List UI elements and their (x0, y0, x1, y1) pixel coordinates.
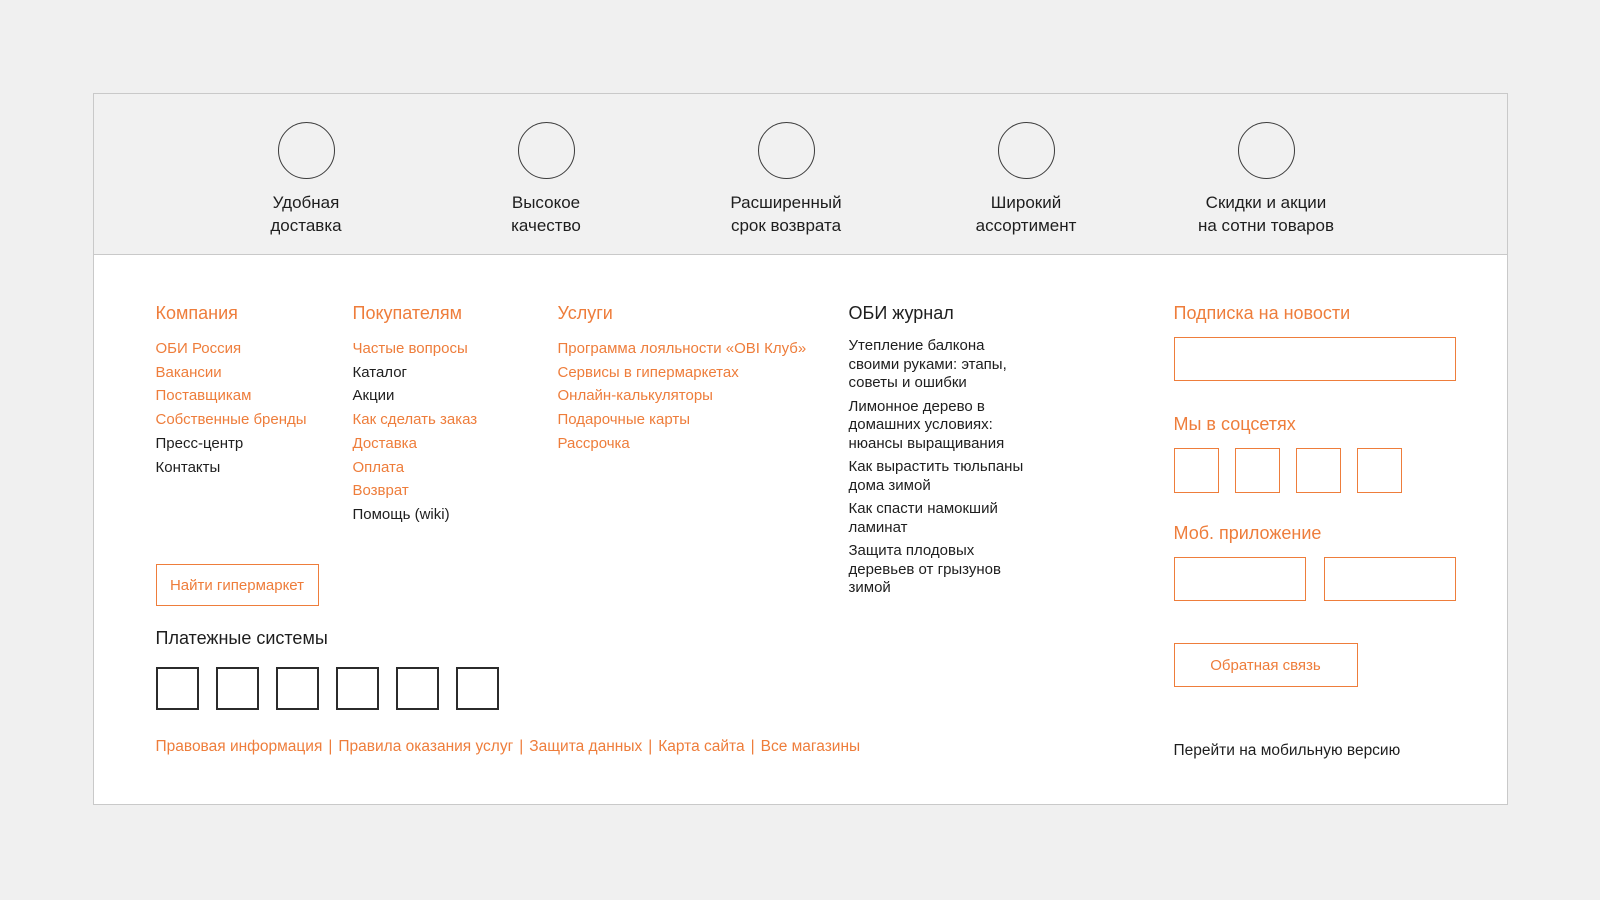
company-column-title: Компания (155, 303, 238, 323)
link-returns[interactable]: Возврат (352, 482, 409, 500)
services-links (558, 337, 807, 456)
link-contacts[interactable]: Контакты (155, 458, 221, 476)
benefit-label (426, 191, 666, 237)
legal-link-all-stores[interactable]: Все магазины (760, 738, 861, 755)
journal-article-link[interactable]: Защита плодовых деревьев от грызунов зимой (848, 542, 1001, 596)
benefit-label-line: Широкий (990, 193, 1062, 212)
legal-link-terms-of-service[interactable]: Правила оказания услуг (338, 738, 514, 755)
returns-icon (758, 122, 815, 179)
social-icon-2[interactable] (1235, 448, 1280, 493)
legal-link-data-protection[interactable]: Защита данных (529, 738, 643, 755)
subscribe-title: Подписка на новости (1173, 303, 1351, 323)
feedback-button[interactable]: Обратная связь (1174, 643, 1358, 687)
services-column-title: Услуги (557, 303, 613, 323)
link-press-center[interactable]: Пресс-центр (155, 434, 244, 452)
payment-system-logo-4 (336, 667, 379, 710)
journal-article-link[interactable]: Как спасти намокший ламинат (848, 500, 998, 536)
newsletter-email-input[interactable] (1174, 337, 1456, 381)
customers-column-title: Покупателям (352, 303, 462, 323)
link-promotions[interactable]: Акции (352, 387, 395, 405)
footer-column-customers (353, 303, 478, 527)
mobile-version-link[interactable]: Перейти на мобильную версию (1173, 742, 1401, 759)
assortment-icon (998, 122, 1055, 179)
app-badges-row (1174, 557, 1456, 601)
benefit-assortment (906, 122, 1146, 237)
social-icon-1[interactable] (1174, 448, 1219, 493)
footer-column-services (558, 303, 807, 456)
benefit-label-line: Высокое (511, 193, 581, 212)
link-how-to-order[interactable]: Как сделать заказ (352, 411, 478, 429)
benefit-label-line: на сотни товаров (1197, 216, 1335, 235)
social-icon-4[interactable] (1357, 448, 1402, 493)
legal-links-row (156, 738, 861, 756)
footer-column-company (156, 303, 307, 479)
link-help-wiki[interactable]: Помощь (wiki) (352, 505, 450, 523)
legal-separator: | (328, 738, 333, 755)
payment-system-logo-6 (456, 667, 499, 710)
journal-article-link[interactable]: Как вырастить тюльпаны дома зимой (848, 458, 1024, 494)
benefit-quality (426, 122, 666, 237)
link-online-calculators[interactable]: Онлайн-калькуляторы (557, 387, 713, 405)
benefit-label-line: качество (511, 216, 581, 235)
link-suppliers[interactable]: Поставщикам (155, 387, 252, 405)
benefit-label (186, 191, 426, 237)
link-delivery[interactable]: Доставка (352, 434, 417, 452)
benefit-label-line: срок возврата (730, 216, 842, 235)
benefit-label (666, 191, 906, 237)
payment-system-logo-1 (156, 667, 199, 710)
benefit-label (906, 191, 1146, 237)
journal-article-link[interactable]: Утепление балкона своими руками: этапы, советы и ошибки (848, 337, 1007, 391)
journal-column-title: ОБИ журнал (848, 303, 954, 323)
payment-system-logo-2 (216, 667, 259, 710)
footer-column-journal (849, 303, 1025, 603)
legal-separator: | (750, 738, 755, 755)
link-payment[interactable]: Оплата (352, 458, 405, 476)
link-own-brands[interactable]: Собственные бренды (155, 411, 307, 429)
benefit-label-line: доставка (270, 216, 342, 235)
legal-separator: | (519, 738, 524, 755)
benefit-delivery (186, 122, 426, 237)
payment-systems-row (156, 667, 499, 710)
footer-panel (93, 255, 1508, 805)
legal-separator: | (648, 738, 653, 755)
google-play-badge[interactable] (1324, 557, 1456, 601)
social-icons-row (1174, 448, 1456, 493)
link-installment[interactable]: Рассрочка (557, 434, 630, 452)
discounts-icon (1238, 122, 1295, 179)
legal-link-sitemap[interactable]: Карта сайта (658, 738, 745, 755)
benefit-label (1146, 191, 1386, 237)
delivery-icon (278, 122, 335, 179)
link-catalog[interactable]: Каталог (352, 363, 408, 381)
link-hypermarket-services[interactable]: Сервисы в гипермаркетах (557, 363, 739, 381)
company-links (156, 337, 307, 479)
social-icon-3[interactable] (1296, 448, 1341, 493)
link-gift-cards[interactable]: Подарочные карты (557, 411, 691, 429)
payment-system-logo-3 (276, 667, 319, 710)
journal-articles (849, 337, 1025, 598)
content-wrapper (93, 0, 1508, 805)
app-store-badge[interactable] (1174, 557, 1306, 601)
link-faq[interactable]: Частые вопросы (352, 340, 468, 357)
benefit-returns (666, 122, 906, 237)
benefit-label-line: Расширенный (730, 193, 842, 212)
link-loyalty-program[interactable]: Программа лояльности «OBI Клуб» (557, 340, 807, 357)
benefit-label-line: ассортимент (975, 216, 1077, 235)
payment-system-logo-5 (396, 667, 439, 710)
find-hypermarket-button[interactable]: Найти гипермаркет (156, 564, 319, 606)
payment-systems-title: Платежные системы (155, 628, 328, 648)
footer-column-subscribe (1174, 303, 1456, 760)
benefits-strip (93, 93, 1508, 255)
customers-links (353, 337, 478, 527)
legal-link-legal-info[interactable]: Правовая информация (155, 738, 323, 755)
mobile-app-title: Моб. приложение (1173, 523, 1322, 543)
benefit-label-line: Скидки и акции (1205, 193, 1327, 212)
benefit-label-line: Удобная (272, 193, 340, 212)
journal-article-link[interactable]: Лимонное дерево в домашних условиях: нюансы выращивания (848, 397, 1005, 452)
quality-icon (518, 122, 575, 179)
benefit-discounts (1146, 122, 1386, 237)
social-title: Мы в соцсетях (1173, 414, 1296, 434)
link-vacancies[interactable]: Вакансии (155, 363, 222, 381)
link-obi-russia[interactable]: ОБИ Россия (155, 340, 242, 357)
